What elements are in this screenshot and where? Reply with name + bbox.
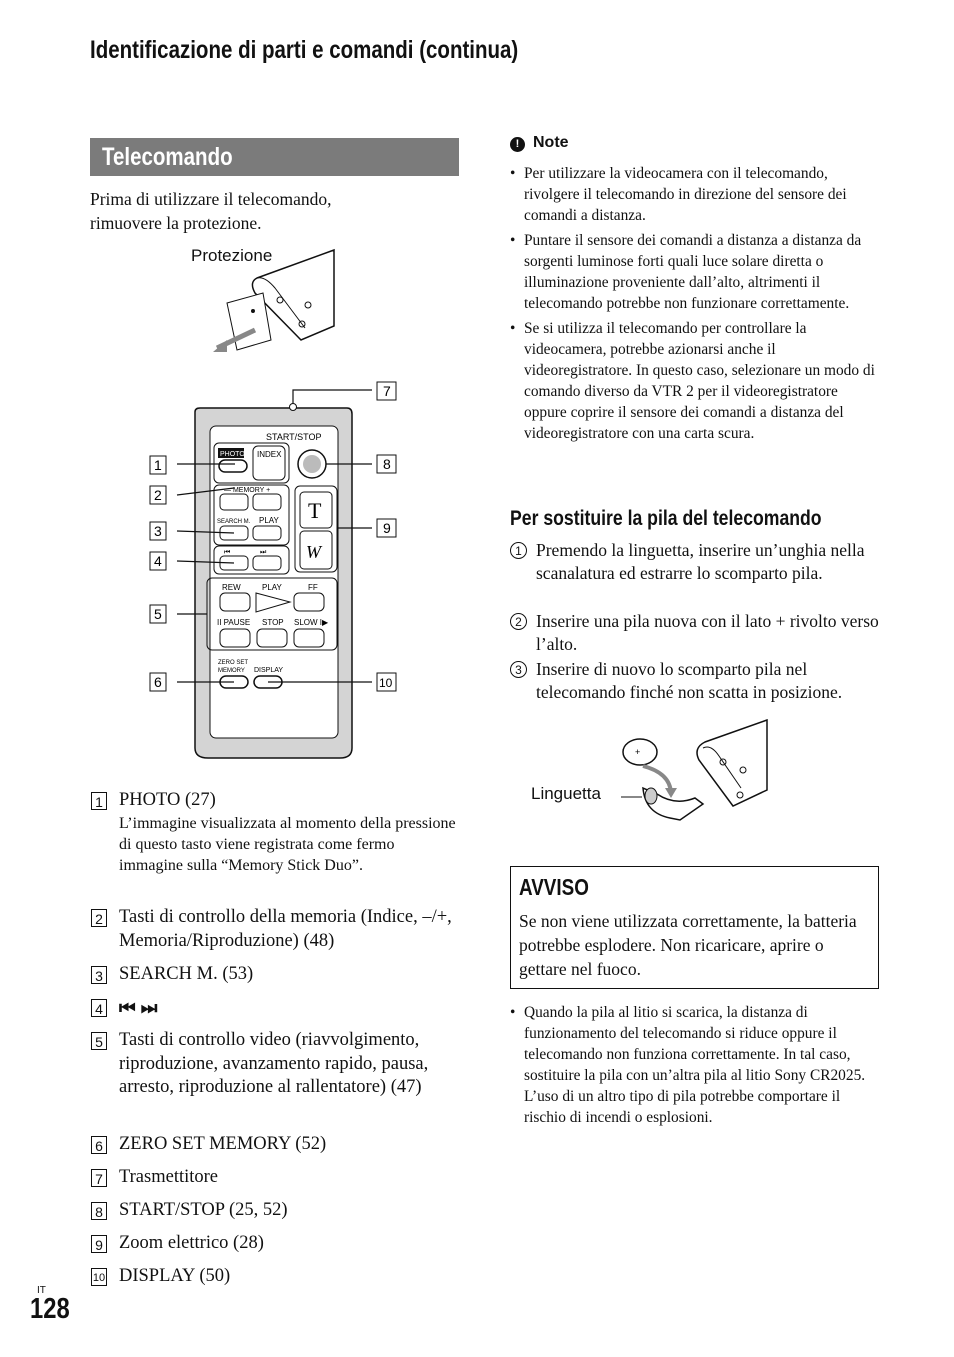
start-stop-label: START/STOP bbox=[266, 432, 322, 442]
callout-8: 8 bbox=[383, 456, 391, 472]
step-text: Inserire una pila nuova con il lato + rivolto verso l’alto. bbox=[536, 611, 879, 654]
callout-4: 4 bbox=[154, 553, 162, 569]
legend-text: DISPLAY (50) bbox=[119, 1266, 231, 1286]
svg-text:⏭: ⏭ bbox=[260, 548, 267, 556]
callout-1: 1 bbox=[154, 457, 162, 473]
linguetta-label: Linguetta bbox=[531, 784, 601, 803]
callout-7: 7 bbox=[383, 383, 391, 399]
legend-text: ⏮ ⏭ bbox=[119, 997, 158, 1018]
legend-number: 3 bbox=[91, 966, 107, 984]
callout-9: 9 bbox=[383, 520, 391, 536]
page-header-title: Identificazione di parti e comandi (continua) bbox=[90, 36, 519, 64]
intro-line-1: Prima di utilizzare il telecomando, bbox=[90, 189, 332, 209]
warning-title: AVVISO bbox=[519, 874, 589, 900]
svg-text:+: + bbox=[635, 747, 641, 757]
ff-label: FF bbox=[308, 583, 318, 592]
display-label: DISPLAY bbox=[254, 667, 284, 674]
note-item: • Puntare il sensore dei comandi a distanza a distanza da sorgenti luminose forti quali luce solare diretta o illuminazione proveniente dall’alto, altrimenti il telecomando potrebbe non funzionare correttamente. bbox=[510, 230, 880, 314]
legend-text: Tasti di controllo della memoria (Indice, –/+, Memoria/Riproduzione) (48) bbox=[119, 907, 452, 951]
stop-label: STOP bbox=[262, 618, 284, 627]
protection-removal-illustration bbox=[205, 248, 340, 358]
step-number: 3 bbox=[510, 661, 527, 678]
memory-plus-button[interactable] bbox=[253, 494, 281, 510]
next-button[interactable] bbox=[253, 556, 281, 570]
play-label: PLAY bbox=[262, 583, 282, 592]
svg-text:⏮: ⏮ bbox=[224, 548, 231, 556]
legend-number: 2 bbox=[91, 909, 107, 927]
callout-2: 2 bbox=[154, 487, 162, 503]
language-tag: IT bbox=[37, 1285, 46, 1296]
memory-minus-button[interactable] bbox=[220, 494, 248, 510]
zero-set-label-2: MEMORY bbox=[218, 668, 245, 674]
section-title-bar bbox=[90, 138, 459, 176]
slow-label: SLOW I▶ bbox=[294, 618, 329, 627]
legend-text: START/STOP (25, 52) bbox=[119, 1200, 288, 1220]
search-label: SEARCH M. bbox=[217, 519, 251, 525]
intro-text bbox=[90, 187, 460, 235]
legend-number: 10 bbox=[91, 1268, 107, 1286]
slow-button[interactable] bbox=[294, 629, 324, 647]
photo-button[interactable] bbox=[219, 460, 247, 472]
memory-label: — MEMORY + bbox=[224, 487, 271, 494]
legend-text: Tasti di controllo video (riavvolgimento, riproduzione, avanzamento rapido, pausa, arresto, riproduzione al rallentatore) (47) bbox=[119, 1030, 429, 1097]
rew-button[interactable] bbox=[220, 593, 250, 611]
warning-text: Se non viene utilizzata correttamente, la batteria potrebbe esplodere. Non ricaricare, aprire o gettare nel fuoco. bbox=[519, 911, 857, 979]
memory-play-label: PLAY bbox=[259, 516, 279, 525]
stop-button[interactable] bbox=[257, 629, 287, 647]
callout-3: 3 bbox=[154, 523, 162, 539]
legend-number: 6 bbox=[91, 1136, 107, 1154]
legend-number: 7 bbox=[91, 1169, 107, 1187]
step-text: Inserire di nuovo lo scomparto pila nel telecomando finché non scatta in posizione. bbox=[536, 659, 843, 702]
callout-5: 5 bbox=[154, 606, 162, 622]
step-number: 1 bbox=[510, 542, 527, 559]
battery-heading: Per sostituire la pila del telecomando bbox=[510, 506, 822, 530]
warning-box bbox=[510, 866, 879, 989]
note-list bbox=[510, 163, 880, 444]
legend-number: 8 bbox=[91, 1202, 107, 1220]
legend-text: Trasmettitore bbox=[119, 1167, 219, 1187]
callout-10: 10 bbox=[379, 676, 393, 690]
note-icon: ! bbox=[510, 137, 525, 152]
note-item: • Se si utilizza il telecomando per controllare la videocamera, potrebbe azionarsi anche il videoregistratore. In questo caso, selezionare un modo di comando diverso da VTR 2 per il videoregistratore oppure coprire il sensore dei comandi a distanza del videoregistratore con una carta scura. bbox=[510, 318, 880, 444]
legend-number: 5 bbox=[91, 1032, 107, 1050]
legend-description: L’immagine visualizzata al momento della pressione di questo tasto viene registrata come fermo immagine sulla “Memory Stick Duo”. bbox=[119, 814, 456, 874]
pause-button[interactable] bbox=[220, 629, 250, 647]
ff-button[interactable] bbox=[294, 593, 324, 611]
battery-replacement-illustration bbox=[615, 718, 770, 828]
legend-text: SEARCH M. (53) bbox=[119, 964, 254, 984]
note-item: • Quando la pila al litio si scarica, la distanza di funzionamento del telecomando si riduce oppure il telecomando non funziona correttamente. In tal caso, sostituire la pila con un’altra pila al litio Sony CR2025. L’uso di un altro tipo di pila potrebbe comportare il rischio di incendi o esplosioni. bbox=[510, 1002, 880, 1128]
legend-number: 1 bbox=[91, 792, 107, 810]
legend-number: 4 bbox=[91, 999, 107, 1017]
legend-text: ZERO SET MEMORY (52) bbox=[119, 1134, 327, 1154]
protection-label: Protezione bbox=[191, 246, 273, 265]
legend-number: 9 bbox=[91, 1235, 107, 1253]
legend-text: Zoom elettrico (28) bbox=[119, 1233, 264, 1253]
note-heading: ! Note bbox=[510, 134, 569, 152]
note-item: • Per utilizzare la videocamera con il telecomando, rivolgere il telecomando in direzione del sensore dei comandi a distanza. bbox=[510, 163, 880, 226]
remote-control-diagram bbox=[140, 380, 410, 770]
zoom-wide-label: W bbox=[306, 542, 321, 562]
memory-play-button[interactable] bbox=[253, 526, 281, 540]
intro-line-2: rimuovere la protezione. bbox=[90, 213, 262, 233]
pause-label: II PAUSE bbox=[217, 618, 251, 627]
callout-6: 6 bbox=[154, 674, 162, 690]
step-number: 2 bbox=[510, 613, 527, 630]
section-title: Telecomando bbox=[102, 143, 233, 171]
zoom-tele-label: T bbox=[308, 498, 322, 523]
legend-text: PHOTO (27) bbox=[119, 790, 216, 810]
page-number: 128 bbox=[30, 1293, 70, 1325]
photo-label: PHOTO bbox=[220, 451, 245, 458]
final-note bbox=[510, 1002, 880, 1128]
zero-set-label-1: ZERO SET bbox=[218, 660, 249, 666]
step-text: Premendo la linguetta, inserire un’unghia nella scanalatura ed estrarre lo scomparto pila. bbox=[536, 540, 865, 583]
rew-label: REW bbox=[222, 583, 241, 592]
index-label: INDEX bbox=[257, 450, 282, 459]
